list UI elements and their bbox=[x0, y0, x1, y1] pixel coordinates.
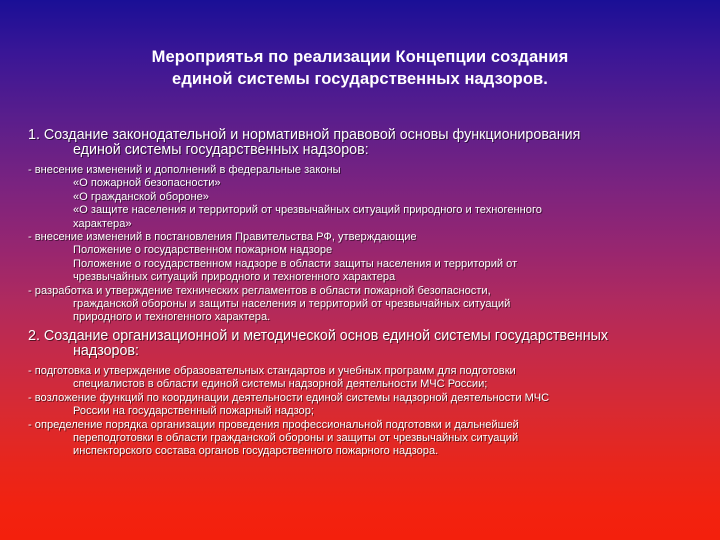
section-2-list bbox=[28, 365, 704, 459]
list-item: - подготовка и утверждение образовательных стандартов и учебных программ для подготовки bbox=[28, 364, 516, 377]
list-item: чрезвычайных ситуаций природного и техногенного характера bbox=[73, 271, 396, 284]
list-item: - внесение изменений в постановления Правительства РФ, утверждающие bbox=[28, 231, 417, 244]
list-item: Положение о государственном пожарном надзоре bbox=[73, 244, 333, 257]
list-item: инспекторского состава органов государственного пожарного надзора. bbox=[73, 445, 439, 458]
section-1-heading-line-2: единой системы государственных надзоров: bbox=[73, 142, 369, 158]
list-item: переподготовки в области гражданской обороны и защиты от чрезвычайных ситуаций bbox=[73, 431, 519, 444]
list-item: - разработка и утверждение технических регламентов в области пожарной безопасности, bbox=[28, 284, 491, 297]
list-item: «О гражданской обороне» bbox=[73, 190, 209, 203]
section-2-heading-line-2: надзоров: bbox=[73, 342, 140, 359]
list-item: России на государственный пожарный надзор; bbox=[73, 405, 314, 418]
list-item: характера» bbox=[73, 217, 132, 230]
slide-body bbox=[28, 128, 704, 459]
list-item: гражданской обороны и защиты населения и территорий от чрезвычайных ситуаций bbox=[73, 298, 511, 311]
section-2-heading-line-1: 2. Создание организационной и методической основ единой системы государственных bbox=[28, 327, 609, 344]
section-1-list bbox=[28, 164, 704, 325]
section-2-heading bbox=[28, 329, 704, 359]
section-1-heading-line-1: 1. Создание законодательной и нормативной правовой основы функционирования bbox=[28, 127, 581, 143]
list-item: - внесение изменений и дополнений в федеральные законы bbox=[28, 164, 341, 176]
list-item: «О пожарной безопасности» bbox=[73, 177, 221, 190]
list-item: «О защите населения и территорий от чрезвычайных ситуаций природного и техногенного bbox=[73, 204, 542, 217]
list-item: Положение о государственном надзоре в области защиты населения и территорий от bbox=[73, 257, 518, 270]
section-1-heading bbox=[28, 128, 704, 158]
slide-title bbox=[60, 46, 660, 90]
list-item: природного и техногенного характера. bbox=[73, 311, 271, 324]
list-item: специалистов в области единой системы надзорной деятельности МЧС России; bbox=[73, 378, 488, 391]
title-line-2: единой системы государственных надзоров. bbox=[172, 70, 548, 88]
title-line-1: Мероприятья по реализации Концепции создания bbox=[151, 48, 569, 66]
list-item: - возложение функций по координации деятельности единой системы надзорной деятельности МЧС bbox=[28, 391, 550, 404]
list-item: - определение порядка организации проведения профессиональной подготовки и дальнейшей bbox=[28, 418, 519, 431]
